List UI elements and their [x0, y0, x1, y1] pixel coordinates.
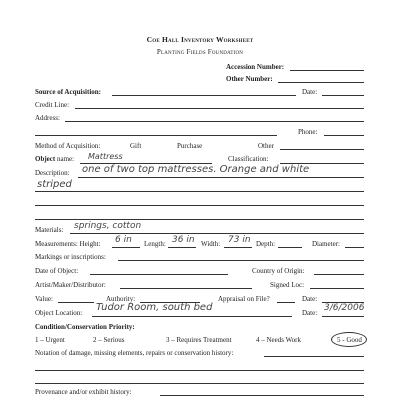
value-date-label: Date: — [302, 295, 318, 303]
width-handwritten: 73 in — [228, 235, 251, 245]
notation-line-2 — [35, 370, 364, 371]
source-date-label: Date: — [302, 88, 318, 96]
height-line — [112, 247, 140, 248]
country-of-origin-label: Country of Origin: — [252, 267, 305, 275]
notation-line-3 — [35, 383, 364, 384]
source-of-acquisition-line — [112, 95, 296, 96]
phone-line — [324, 135, 364, 136]
authority-label: Authority: — [106, 295, 136, 303]
condition-priority-label: Condition/Conservation Priority: — [35, 323, 135, 331]
materials-label: Materials: — [35, 226, 64, 234]
condition-option-serious[interactable]: 2 – Serious — [93, 336, 125, 344]
other-number-label: Other Number: — [226, 75, 273, 83]
credit-line-label: Credit Line: — [35, 101, 70, 109]
phone-label: Phone: — [298, 128, 318, 136]
country-of-origin-line — [314, 274, 364, 275]
classification-label: Classification: — [228, 155, 269, 163]
markings-label: Markings or inscriptions: — [35, 253, 106, 261]
location-date-handwritten: 3/6/2006 — [324, 303, 365, 313]
worksheet-title: Coe Hall Inventory Worksheet — [146, 35, 254, 44]
credit-line-line — [75, 108, 364, 109]
condition-option-needs-work[interactable]: 4 – Needs Work — [256, 336, 301, 344]
measurements-height-label: Measurements: Height: — [35, 240, 101, 248]
address-label: Address: — [35, 114, 60, 122]
method-other-line — [280, 149, 364, 150]
condition-option-requires-treatment[interactable]: 3 – Requires Treatment — [166, 336, 232, 344]
accession-number-label: Accession Number: — [226, 63, 285, 71]
description-line-1 — [78, 177, 364, 178]
value-line — [58, 302, 94, 303]
artist-line — [120, 288, 252, 289]
diameter-line — [345, 247, 364, 248]
depth-label: Depth: — [256, 240, 276, 248]
signed-loc-line — [310, 288, 364, 289]
method-option-other[interactable]: Other — [258, 142, 274, 150]
object-location-handwritten: Tudor Room, south bed — [96, 302, 213, 313]
width-line — [224, 247, 252, 248]
artist-label: Artist/Maker/Distributor: — [35, 281, 106, 289]
length-handwritten: 36 in — [172, 235, 195, 245]
description-line-3 — [35, 205, 364, 206]
method-of-acquisition-label: Method of Acquisition: — [35, 142, 101, 150]
notation-line-1 — [264, 356, 364, 357]
materials-handwritten: springs, cotton — [74, 221, 142, 231]
appraisal-label: Appraisal on File? — [218, 295, 270, 303]
width-label: Width: — [201, 240, 221, 248]
description-label: Description: — [35, 169, 70, 177]
location-date-label: Date: — [302, 309, 318, 317]
condition-option-urgent[interactable]: 1 – Urgent — [35, 336, 65, 344]
date-of-object-label: Date of Object: — [35, 267, 79, 275]
address-line-1 — [65, 121, 364, 122]
markings-line — [118, 260, 364, 261]
depth-line — [278, 247, 302, 248]
object-name-handwritten: Mattress — [88, 152, 123, 161]
appraisal-line — [277, 302, 295, 303]
diameter-label: Diameter: — [312, 240, 340, 248]
height-handwritten: 6 in — [115, 235, 132, 245]
description-handwritten-1: one of two top mattresses. Orange and white — [82, 164, 310, 175]
worksheet-subtitle: Planting Fields Foundation — [156, 48, 244, 56]
provenance-label: Provenance and/or exhibit history: — [35, 388, 132, 396]
other-number-line — [278, 82, 364, 83]
object-location-line — [92, 316, 292, 317]
accession-number-line — [290, 70, 364, 71]
materials-line — [70, 233, 364, 234]
value-label: Value: — [35, 295, 53, 303]
provenance-line — [160, 395, 364, 396]
method-option-gift[interactable]: Gift — [130, 142, 142, 150]
location-date-line — [322, 316, 364, 317]
length-label: Length: — [144, 240, 166, 248]
source-of-acquisition-label: Source of Acquisition: — [35, 88, 101, 96]
object-location-label: Object Location: — [35, 309, 83, 317]
description-handwritten-2: striped — [37, 179, 72, 190]
notation-label: Notation of damage, missing elements, repairs or conservation history: — [35, 349, 234, 357]
condition-option-good[interactable]: 5 - Good — [337, 336, 362, 344]
address-line-2 — [35, 135, 277, 136]
method-option-purchase[interactable]: Purchase — [177, 142, 203, 150]
length-line — [168, 247, 196, 248]
source-date-line — [322, 95, 364, 96]
date-of-object-line — [90, 274, 228, 275]
description-line-4 — [35, 219, 364, 220]
signed-loc-label: Signed Loc: — [270, 281, 305, 289]
object-name-label: Object name: — [35, 155, 75, 163]
description-line-2 — [35, 191, 364, 192]
